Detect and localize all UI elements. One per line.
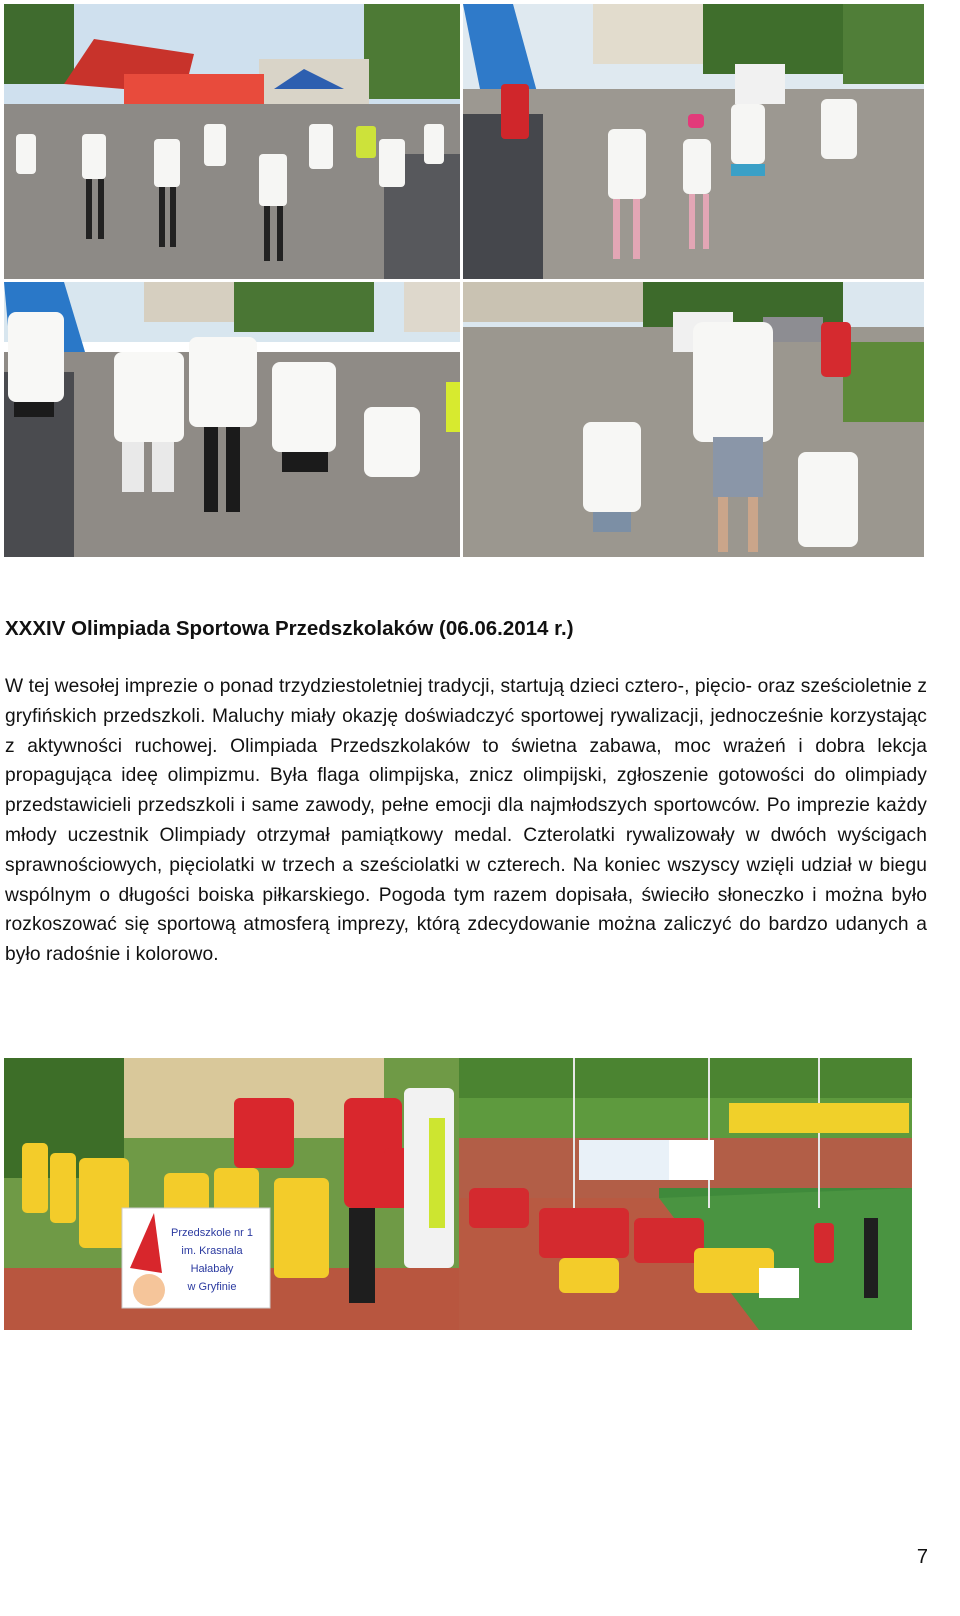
photo-sports-field [459, 1058, 912, 1330]
photo-street-runners [4, 4, 460, 279]
photo-adult-with-children [463, 282, 924, 557]
photo-children-running [463, 4, 924, 279]
banner-line-3: Hałabały [190, 1263, 234, 1275]
preschool-banner [122, 1208, 270, 1308]
photo-men-running [4, 282, 460, 557]
article-title: XXXIV Olimpiada Sportowa Przedszkolaków (06.06.2014 r.) [5, 617, 574, 640]
banner-line-4: w Gryfinie [187, 1281, 237, 1293]
page-number: 7 [916, 1546, 928, 1568]
photo-preschool-group-banner [4, 1058, 459, 1330]
banner-line-1: Przedszkole nr 1 [171, 1227, 253, 1239]
article-body: W tej wesołej imprezie o ponad trzydziestoletniej tradycji, startują dzieci cztero-, pięcio- oraz sześcioletnie z gryfińskich przedszkoli. Maluchy miały okazję doświadczyć sportowej rywalizacji, jednocześnie korzystając z aktywności ruchowej. Olimpiada Przedszkolaków to świetna zabawa, moc wrażeń i dobra lekcja propagująca ideę olimpizmu. Była flaga olimpijska, znicz olimpijski, zgłoszenie gotowości do olimpiady przedstawicieli przedszkoli i same zawody, pełne emocji dla najmłodszych sportowców. Po imprezie każdy młody uczestnik Olimpiady otrzymał pamiątkowy medal. Czterolatki rywalizowały w dwóch wyścigach sprawnościowych, pięciolatki w trzech a sześciolatki w czterech. Na koniec wszyscy wzięli udział w biegu wspólnym o długości boiska piłkarskiego. Pogoda tym razem dopisała, świeciło słoneczko i można było rozkoszować się sportową atmosferą imprezy, którą zdecydowanie można zaliczyć do bardzo udanych a było radośnie i kolorowo. [5, 676, 928, 966]
banner-line-2: im. Krasnala [181, 1245, 243, 1257]
